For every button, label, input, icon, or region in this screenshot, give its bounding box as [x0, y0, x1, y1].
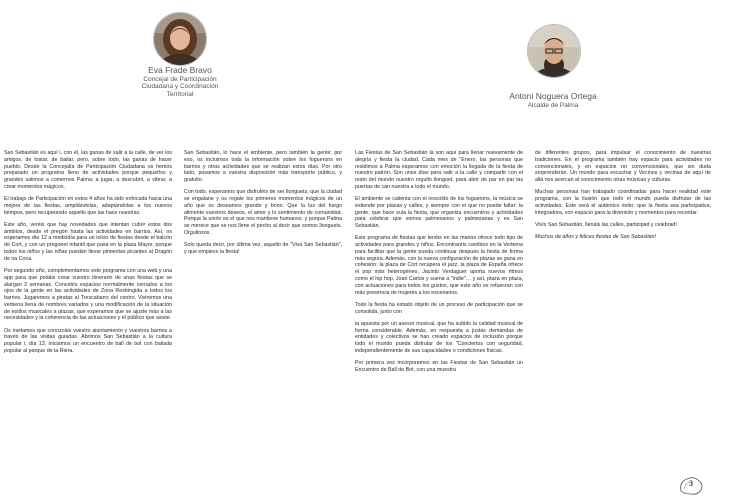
- paragraph: Este programa de fiestas que tenéis en las manos ofrece todo tipo de actividades para grandes y niños. Encontraréis cambios en la Verbena para facilitar que la gente pueda continuar después la fiesta de forma más segura. Además, con la nueva configuración de plazas se gana en cohesión: la plaza de Cort recupera el jazz, la plaza de España ofrece el pop más heterogéneo, Jacinto Verdaguer aporta nuevos ritmos como el hip hop, Joan Carlos y suena a "indie"… y así, plaza en plaza, con actuaciones para todos los gustos, que este año se refuerzan con más presencia de mujeres a los escenarios.: [355, 235, 523, 296]
- closing-wish: Muchos de años y felices fiestas de San Sebastián!: [535, 234, 657, 241]
- text-column-2: [184, 150, 342, 350]
- eva-frade-photo: [154, 13, 206, 65]
- paragraph: la apuesta por un asesor musical, que ha subido la calidad musical de forma considerable. Además, en respuesta a justas demandas de entidades y colectivos se han creado espacios de inclusión porque todo el mundo pueda disfrutar de los "Conciertos con seguridad, independientemente de sus capacidades o condiciones físicas.: [355, 320, 523, 354]
- text-column-1: [4, 150, 172, 498]
- paragraph: Muchas personas han trabajado coordinadas para hacer realidad este programa, con la ilusión que todo el mundo pueda disfrutar de las actividades. Este será el auténtico éxito: que la fiesta sea participativa, integradora, con espacio para la diversión y momentos para recordar.: [535, 189, 711, 216]
- paragraph: de diferentes grupos, para impulsar el conocimiento de nuestras tradiciones. En el programa también hay espacio para actividades no convencionales, y en espacios no convencionales, que sin duda sorprenderán. Un mundo para escuchar y Vecinos y vecinas de aquí de allá nos acercan al conocimiento otras músicas y culturas.: [535, 150, 711, 184]
- paragraph: Por segundo año, complementamos este programa con una web y una app para que podáis crear vuestro itinerario de unas fiestas que se alargan 2 semanas. Concebís espacios normalmente cerrados a los ojos de la gente en las actividades de Zona Restringida a todos los barrios. Jugaremos a piratas al Trescabarrs del centro. Viviremos una verbena llena de nombres variados y una modificación de la situación de estilos musicales a plazas, que esperamos que se ajuste más a las necesidades y la coherencia de las actuaciones y el público que asiste.: [4, 267, 172, 322]
- paragraph: San Sebastián es aquí i, con él, las ganas de salir a la calle, de ver los amigos, de tostar, de bailar, pero, sobre todo, las ganas de hacer pueblo. Desde la Concejalía de Participación Ciudadana os hemos preparado un programa lleno de actividades porque pequeños y grandes salimos a comernos Palma; a jugar, a descubrir, a vibrar, a crear momentos mágicos.: [4, 150, 172, 190]
- paragraph: Con todo, esperamos que disfrutéis de ser llonguets, que la ciudad se engalane y os regale los primeros momentos mágicos de un año que os deseamos grande y bono. Que la luz del fuego alimente vuestros deseos, el amor y lo sentimiento de comunidad. Porque la unión es el que nos mantiene humanos. y porque Palma se merece que se nos llene el pecho al decir que somos llonguets. Orgullosos.: [184, 189, 342, 236]
- paragraph: Solo queda decir, por última vez, aquello de "Viva San Sebastián", y que empiece la fiesta!: [184, 242, 342, 255]
- page-number-label: 3: [689, 479, 693, 488]
- eva-frade-portrait: [153, 12, 207, 66]
- paragraph: Os invitamos que conozcáis vuestro aiuntamiento y vuestros barrios a través de las visitas guiadas. Abrimos San Sebastián a la cultura popular i, día 13, iniciamos un encuentro de ball de bot con bailada popular al parque de la Riera.: [4, 327, 172, 354]
- eva-frade-caption: [118, 66, 242, 98]
- antoni-noguera-photo: [528, 25, 580, 77]
- paragraph: El ambiente se calienta con el rescoldo de los foguerons, la música se extiende por plazas y calles, y siempre con el que no puede faltar: la gente, que hace suia la fiesta, que organiza encuentros y actividades para celebrar que somos palmesanos y palmesanas y es San Sebastián.: [355, 196, 523, 230]
- paragraph: Las Fiestas de San Sebastián la son aquí para llenar nuevamente de alegría y fiesta la ciudad. Cada mes de "Enero, las personas que residimos a Palma esperamos con emoción la llegada de la fiesta de nuestro patrón. Son unos días para salir a la calle y compartir con el resto del mundo nuestro orgullo llonguet, para abrir de par en par las puertas de can nuestra a todo el mundo.: [355, 150, 523, 190]
- text-column-4: [535, 150, 711, 350]
- antoni-noguera-portrait: [527, 24, 581, 78]
- person-role: Ciudadana y Coordinación: [141, 83, 219, 91]
- person-role: Alcalde de Palma: [527, 101, 579, 109]
- paragraph: Por primera vez incorporamos en las Fiestas de San Sebastián un Encuentro de Ball de Bot, con una muestra: [355, 360, 523, 373]
- paragraph: Vivís San Sebastián, llenáis las calles, participad y celebrad!: [535, 221, 677, 228]
- person-name: Eva Frade Bravo: [148, 65, 212, 75]
- paragraph: El trabajo de Participación en estos 4 años ha sido enfocada hacia una mejora de las fiestas, ampliándolas, adaptándolas a los nuevos tiempos, pero recuperando aquello que las hace nuestras.: [4, 196, 172, 216]
- text-column-3: [355, 150, 523, 498]
- person-name: Antoni Noguera Ortega: [509, 91, 597, 101]
- paragraph: Este año, veréis que hay novedades que intentan cubrir estos dos ámbitos, desde el pregón hasta las actividades en barrios. Así, os esperamos día 12 a mediodía para un inicio de fiestas desde el balcón de Cort, y con un pregonet infantil que pasa en la plaza Mayor, porque todos los niños y las niñas puedan llevar pimientas picantes al Dragón de na Coca.: [4, 221, 172, 262]
- antoni-noguera-caption: [480, 92, 626, 109]
- page-number: [676, 474, 706, 496]
- person-role: Territorial: [166, 90, 194, 98]
- paragraph: Todo la fiesta ha estado objeto de un proceso de participación que se consolida, junto con: [355, 301, 523, 315]
- person-role: Concejal de Participación: [143, 75, 217, 83]
- paragraph: San Sebastián, lo hace el ambiente, pero también la gente; por eso, os incluimos toda la información sobre los foguerons en barrios y otras actividades que se realizan estos días. Por otro lado, posamos a vuestra disposición más transporte público, y gratuito.: [184, 150, 342, 184]
